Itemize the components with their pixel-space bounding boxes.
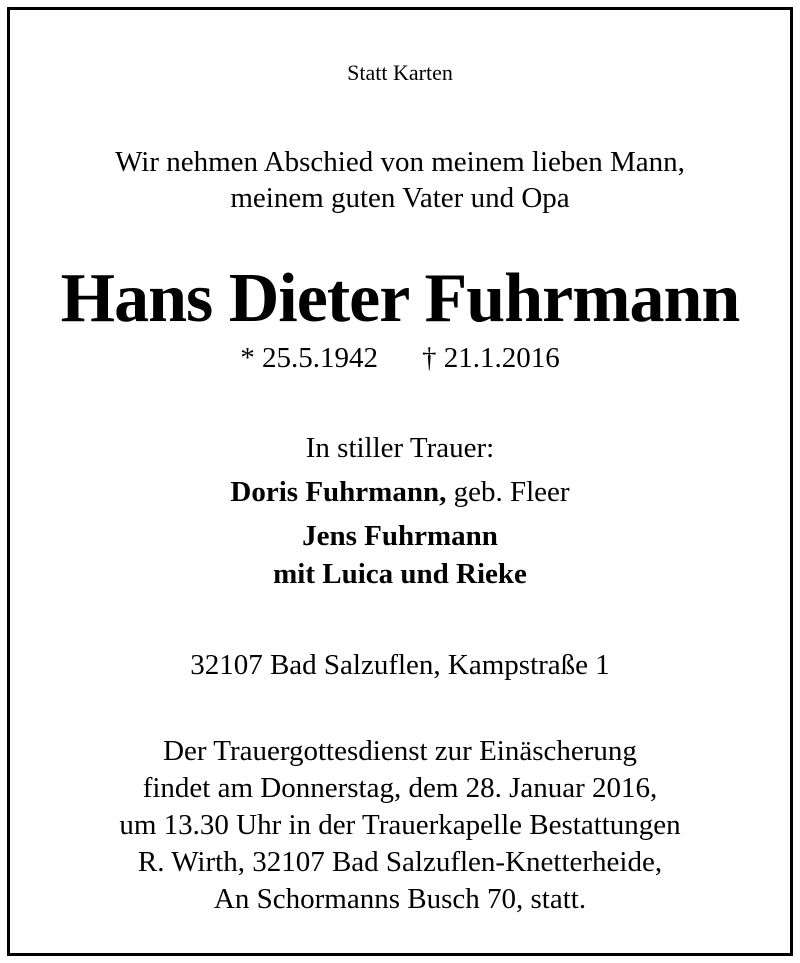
mourner-wife [0, 478, 800, 507]
service-line-2: findet am Donnerstag, dem 28. Januar 2016, [142, 772, 658, 804]
intro-line-2: meinem guten Vater und Opa [230, 182, 570, 214]
service-line-4: R. Wirth, 32107 Bad Salzuflen-Knetterheide, [137, 846, 663, 878]
mourning-label: In stiller Trauer: [305, 432, 495, 464]
service-line-1: Der Trauergottesdienst zur Einäscherung [163, 735, 637, 767]
intro-line-1: Wir nehmen Abschied von meinem lieben Mann, [115, 146, 685, 178]
birth-date: * 25.5.1942 [240, 342, 378, 374]
family-address: 32107 Bad Salzuflen, Kampstraße 1 [190, 649, 610, 681]
service-line-5: An Schormanns Busch 70, statt. [213, 883, 587, 915]
deceased-name: Hans Dieter Fuhrmann [60, 260, 740, 337]
wife-maiden-name: geb. Fleer [453, 476, 570, 508]
header-text: Statt Karten [347, 60, 453, 85]
service-line-3: um 13.30 Uhr in der Trauerkapelle Bestattungen [119, 809, 681, 841]
wife-name: Doris Fuhrmann, [230, 476, 447, 508]
life-dates [0, 344, 800, 373]
mourner-son: Jens Fuhrmann [302, 520, 498, 552]
mourner-grandchildren: mit Luica und Rieke [273, 558, 527, 590]
death-date: † 21.1.2016 [422, 342, 560, 374]
